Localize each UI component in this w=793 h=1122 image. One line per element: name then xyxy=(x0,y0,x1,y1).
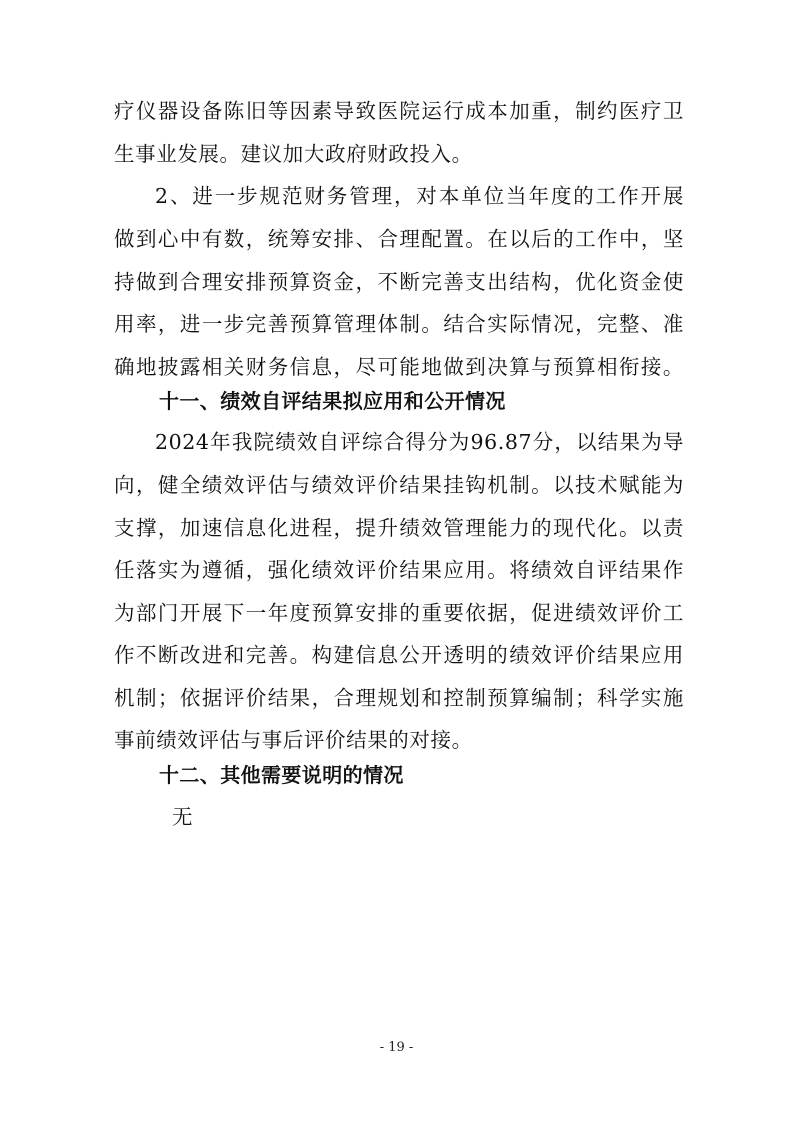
paragraph-line: 用率，进一步完善预算管理体制。结合实际情况，完整、准 xyxy=(114,312,684,336)
paragraph-line: 持做到合理安排预算资金，不断完善支出结构，优化资金使 xyxy=(114,270,684,294)
paragraph-line: 作不断改进和完善。构建信息公开透明的绩效评价结果应用 xyxy=(114,643,684,667)
paragraph-line: 为部门开展下一年度预算安排的重要依据，促进绩效评价工 xyxy=(114,601,684,625)
section-heading-11: 十一、绩效自评结果拟应用和公开情况 xyxy=(159,389,506,413)
paragraph-none: 无 xyxy=(172,805,194,829)
paragraph-line: 事前绩效评估与事后评价结果的对接。 xyxy=(114,728,473,752)
paragraph-line: 2、进一步规范财务管理，对本单位当年度的工作开展 xyxy=(155,184,684,208)
page-number: - 19 - xyxy=(379,1040,414,1055)
paragraph-line: 机制；依据评价结果，合理规划和控制预算编制；科学实施 xyxy=(114,686,684,710)
paragraph-line: 生事业发展。建议加大政府财政投入。 xyxy=(114,142,473,166)
paragraph-line: 2024年我院绩效自评综合得分为96.87分，以结果为导 xyxy=(155,430,684,454)
paragraph-line: 支撑，加速信息化进程，提升绩效管理能力的现代化。以责 xyxy=(114,516,684,540)
paragraph-line: 任落实为遵循，强化绩效评价结果应用。将绩效自评结果作 xyxy=(114,558,684,582)
section-heading-12: 十二、其他需要说明的情况 xyxy=(159,763,404,787)
paragraph-line: 疗仪器设备陈旧等因素导致医院运行成本加重，制约医疗卫 xyxy=(114,99,684,123)
paragraph-line: 确地披露相关财务信息，尽可能地做到决算与预算相衔接。 xyxy=(114,355,684,379)
paragraph-line: 做到心中有数，统筹安排、合理配置。在以后的工作中，坚 xyxy=(114,227,684,251)
paragraph-line: 向，健全绩效评估与绩效评价结果挂钩机制。以技术赋能为 xyxy=(114,473,684,497)
